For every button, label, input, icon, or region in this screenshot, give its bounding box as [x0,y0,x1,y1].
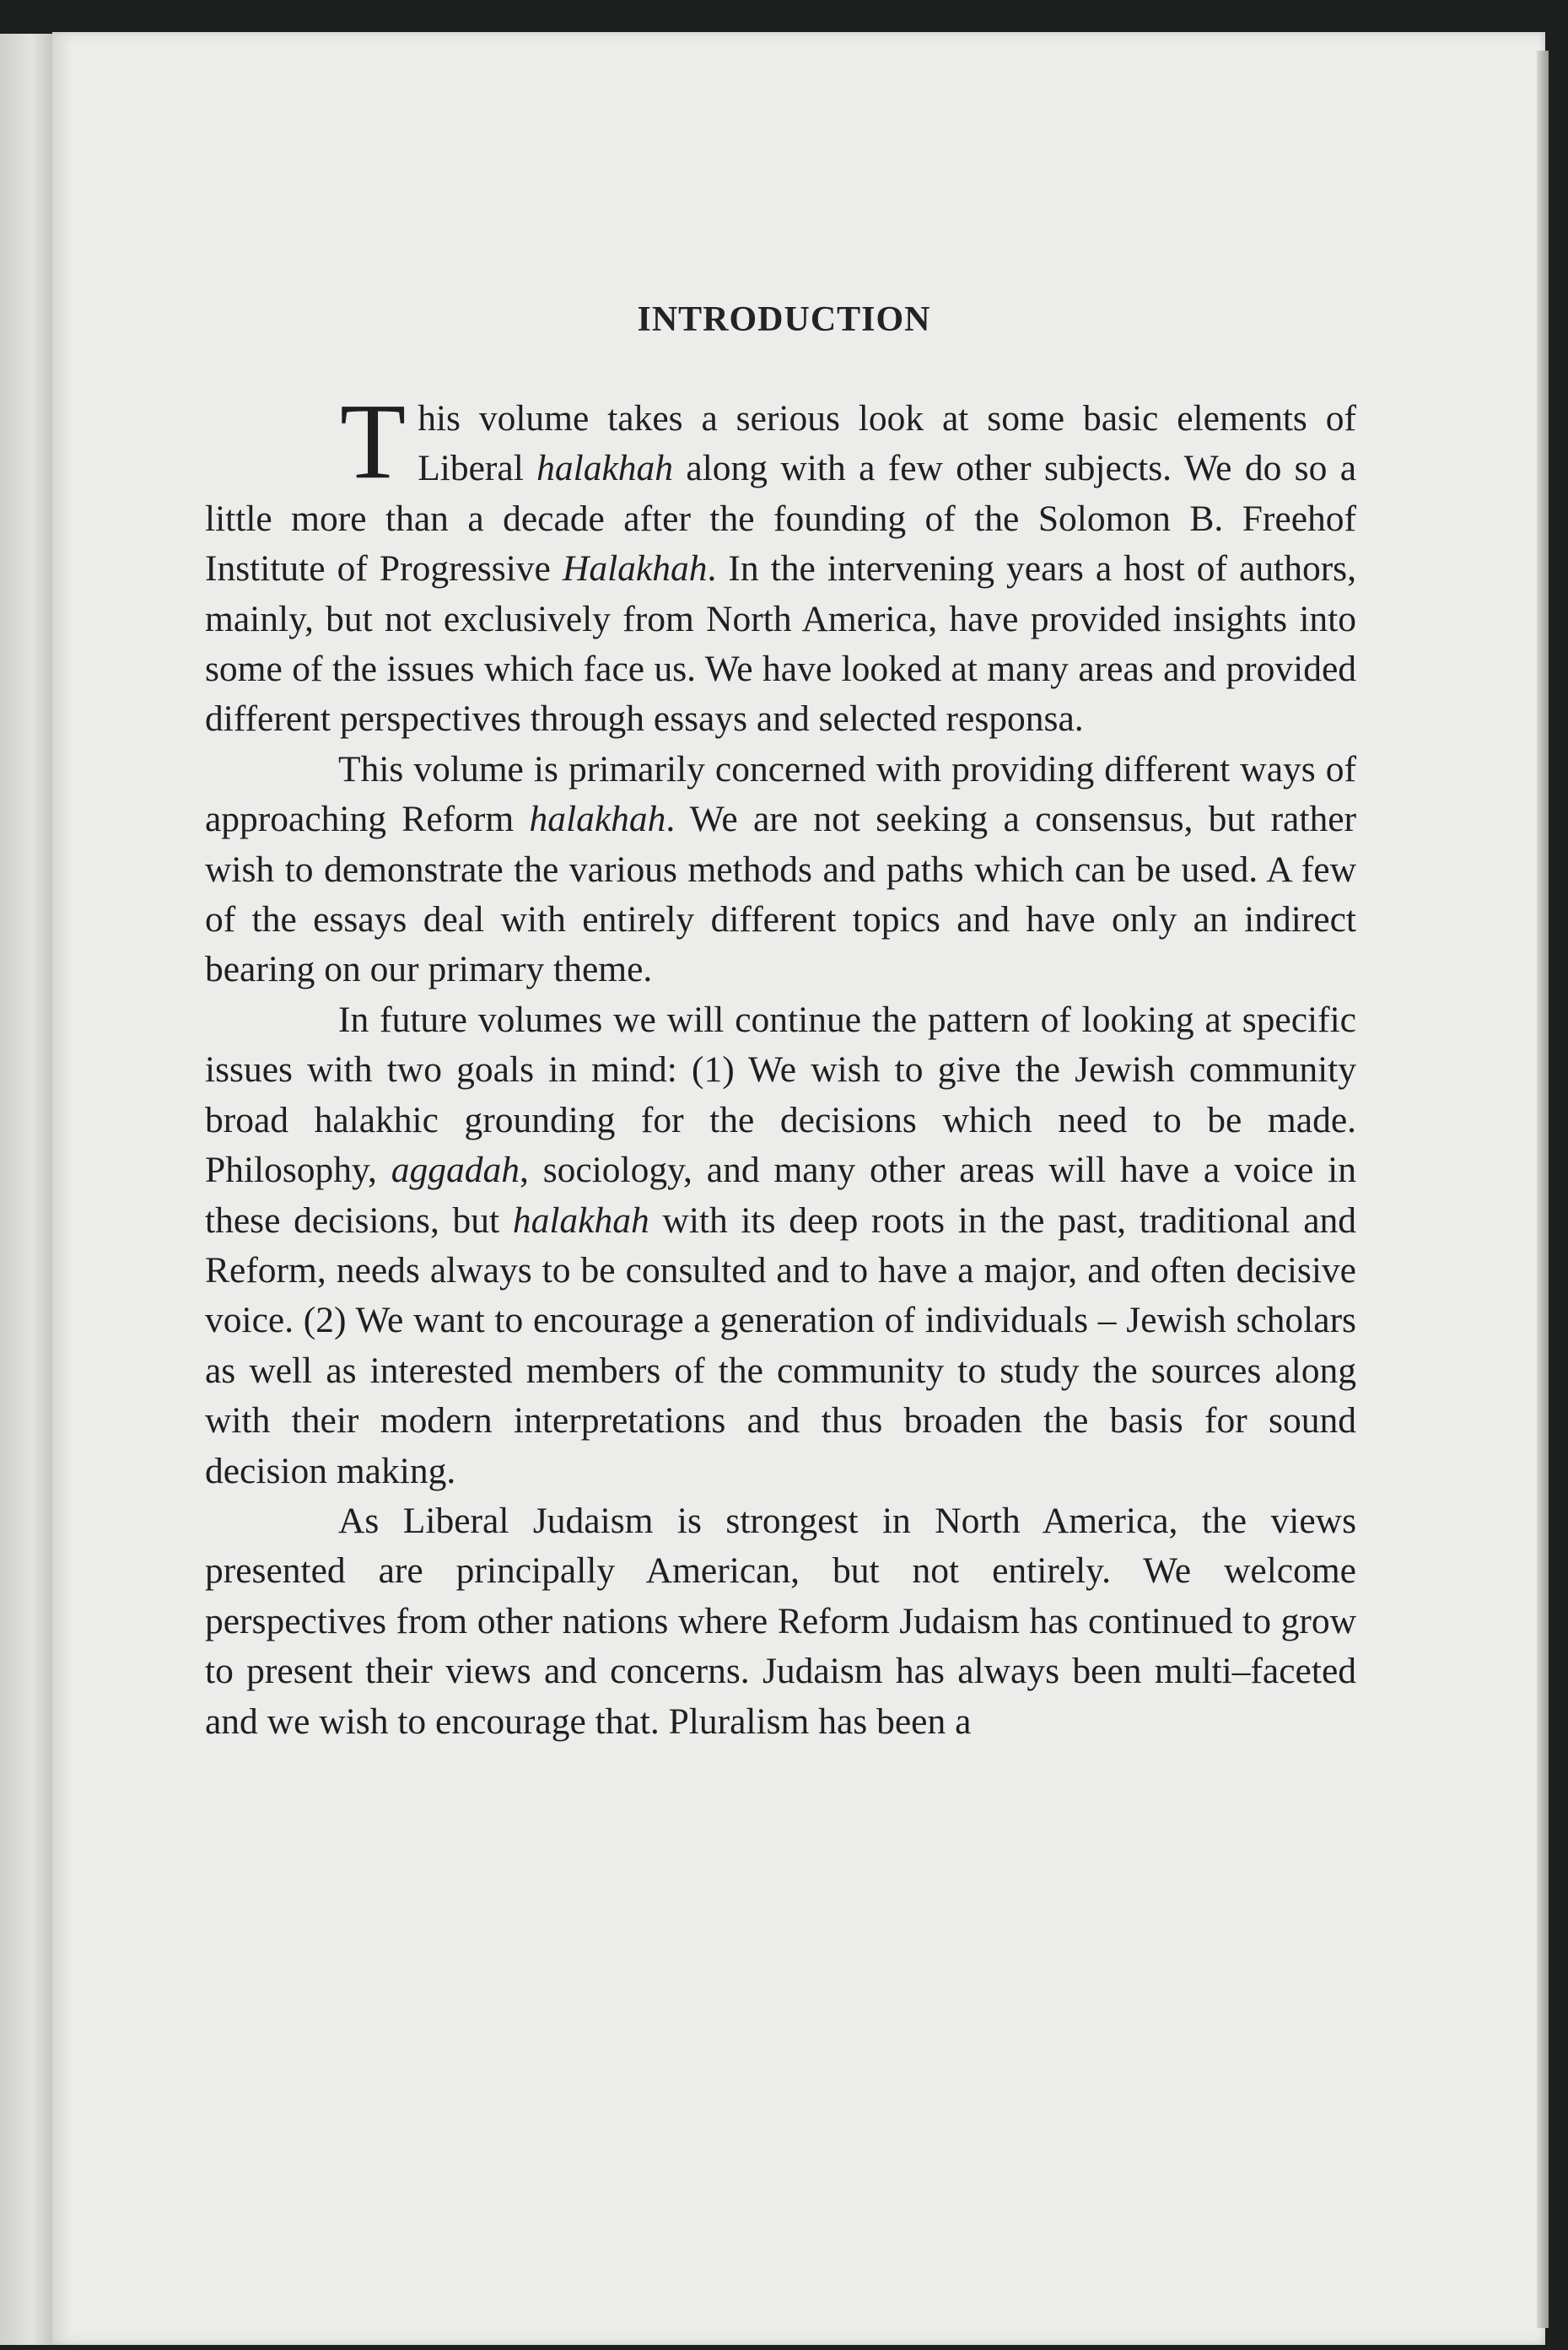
paragraph-1 [205,381,1356,745]
paragraph-3 [205,995,1356,1496]
paragraph-1-text-b: along with a few other subjects. We do so a little more than a decade after the founding of the Solomon B. Freehof Institute of Progressive [205,448,1356,590]
italic-term: halakhah [536,448,674,489]
paragraph-3-text-c: with its deep roots in the past, traditional and Reform, needs always to be consulted and to have a major, and often decisive voice. (2) We want to encourage a generation of individuals – Jewish scholars as well as interested members of the community to study the sources along with their modern interpretations and thus broaden the basis for sound decision making. [205,1199,1357,1491]
paragraph-1-text-a: his volume takes a serious look at some basic elements of Liberal [418,398,1356,489]
paragraph-3-text-b: , sociology, and many other areas will have a voice in these decisions, but [205,1150,1356,1241]
paragraph-2 [205,745,1356,995]
body-text [205,381,1357,1747]
italic-term: aggadah [391,1150,520,1191]
italic-term: halakhah [529,799,666,840]
paragraph-2-text-a: This volume is primarily concerned with providing different ways of approaching Reform [205,748,1356,840]
italic-term: Halakhah [562,548,708,590]
italic-term: halakhah [512,1199,649,1241]
chapter-heading: INTRODUCTION [637,300,931,339]
page-edge-shadow [1537,51,1549,2328]
paragraph-1-text-c: . In the intervening years a host of authors, mainly, but not exclusively from North America, have provided insights into some of the issues which face us. We have looked at many areas and provided different perspectives through essays and selected responsa. [205,548,1356,740]
paragraph-2-text-b: . We are not seeking a consensus, but rather wish to demonstrate the various methods and paths which can be used. A few of the essays deal with entirely different topics and have only an indirect bearing on our primary theme. [205,799,1356,990]
drop-cap: T [340,381,407,501]
paragraph-4-text: As Liberal Judaism is strongest in North America, the views presented are principally American, but not entirely. We welcome perspectives from other nations where Reform Judaism has continued to grow to present their views and concerns. Judaism has always been multi–faceted and we wish to encourage that. Pluralism has been a [205,1500,1356,1742]
paragraph-4 [205,1496,1356,1747]
previous-page-edge [0,34,59,2345]
paragraph-3-text-a: In future volumes we will continue the pattern of looking at specific issues with two goals in mind: (1) We wish to give the Jewish community broad halakhic grounding for the decisions which need to be made. Philosophy, [205,999,1356,1191]
